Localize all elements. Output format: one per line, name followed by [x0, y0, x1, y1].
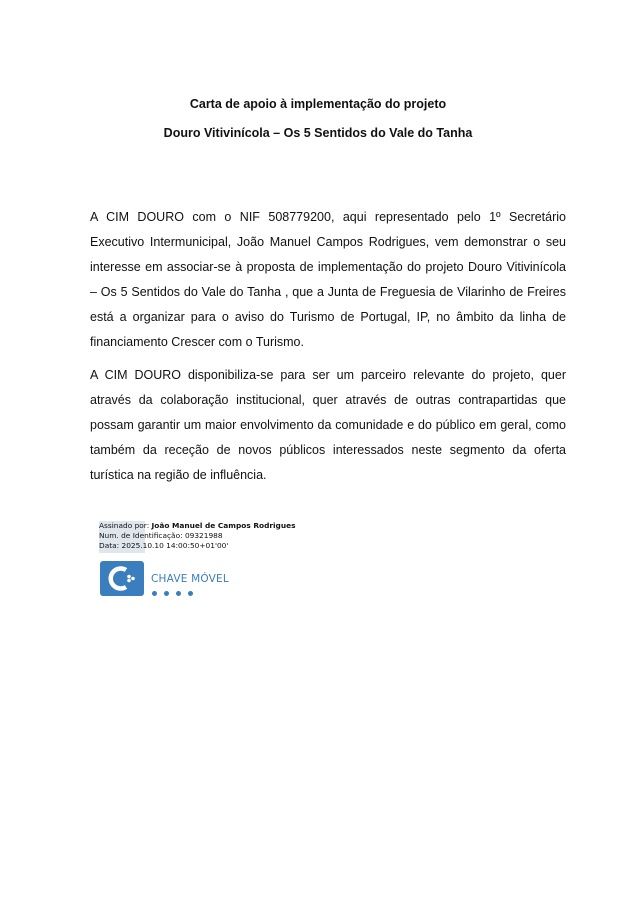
logo-dot: [176, 591, 181, 596]
document-title-line-2: Douro Vitivinícola – Os 5 Sentidos do Vale do Tanha: [163, 126, 473, 140]
signature-details: [99, 521, 296, 551]
chave-movel-dots: [152, 591, 193, 596]
signature-date: Data: 2025.10.10 14:00:50+01'00': [99, 541, 229, 550]
signature-signer-name: João Manuel de Campos Rodrigues: [151, 521, 296, 530]
chave-movel-icon: [100, 561, 144, 596]
document-title-line-1: Carta de apoio à implementação do projeto: [189, 97, 447, 111]
digital-signature-block: [99, 521, 339, 601]
signature-signed-by: [99, 521, 296, 531]
logo-dot: [188, 591, 193, 596]
body-paragraph-1: A CIM DOURO com o NIF 508779200, aqui representado pelo 1º Secretário Executivo Intermunicipal, João Manuel Campos Rodrigues, vem demonstrar o seu interesse em associar-se à proposta de implementação do projeto Douro Vitivinícola – Os 5 Sentidos do Vale do Tanha , que a Junta de Freguesia de Vilarinho de Freires está a organizar para o aviso do Turismo de Portugal, IP, no âmbito da linha de financiamento Crescer com o Turismo.: [90, 210, 566, 349]
chave-movel-logo-text: CHAVE MÓVEL: [151, 573, 229, 585]
body-paragraph-2: A CIM DOURO disponibiliza-se para ser um parceiro relevante do projeto, quer através da colaboração institucional, quer através de outras contrapartidas que possam garantir um maior envolvimento da comunidade e do público em geral, como também da receção de novos públicos interessados neste segmento da oferta turística na região de influência.: [90, 368, 566, 482]
logo-dot: [164, 591, 169, 596]
signature-signed-by-label: Assinado por:: [99, 521, 152, 530]
logo-dot: [152, 591, 157, 596]
signature-id-number: Num. de Identificação: 09321988: [99, 531, 223, 540]
